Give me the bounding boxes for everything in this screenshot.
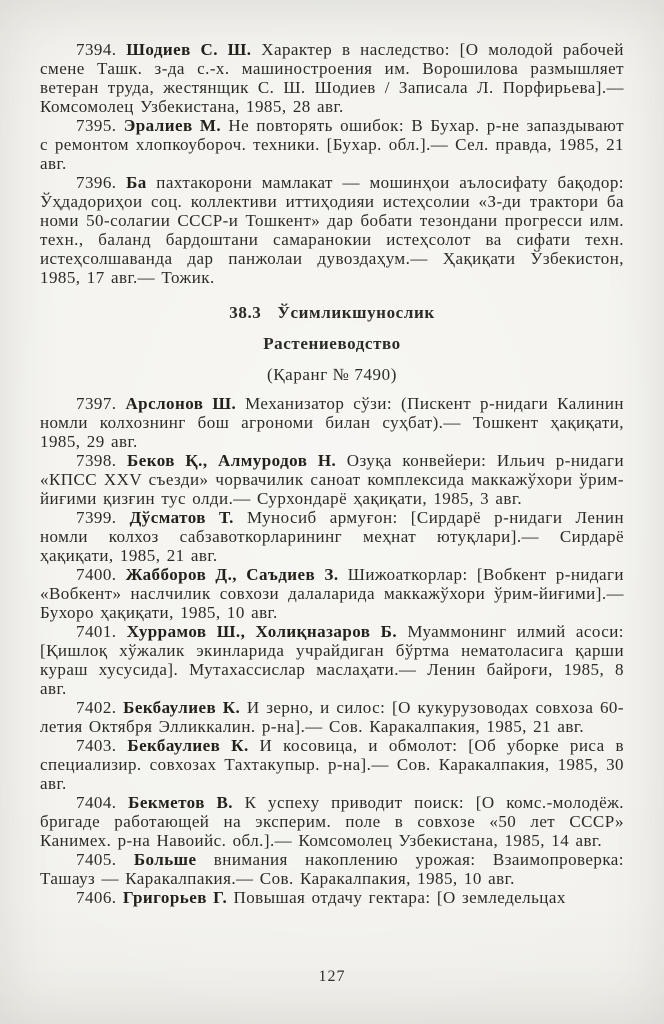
entry-authors: Бекметов В.: [128, 793, 233, 812]
bibliography-entry: [40, 173, 624, 287]
bibliography-entry: [40, 888, 624, 907]
entry-authors: Дўсматов Т.: [129, 508, 234, 527]
section-heading-main: [40, 303, 624, 322]
entry-number: 7398.: [76, 451, 117, 470]
entry-number: 7400.: [76, 565, 117, 584]
bibliography-entry: [40, 793, 624, 850]
entry-number: 7401.: [76, 622, 117, 641]
entry-authors: Шодиев С. Ш.: [126, 40, 252, 59]
bibliography-entry: [40, 698, 624, 736]
entry-number: 7406.: [76, 888, 117, 907]
section-subtitle: Растениеводство: [263, 334, 401, 353]
entry-text: Механизатор сўзи: (Пискент р-нидаги Калинин номли колхознинг бош агрономи билан суҳбат).— Тошкент ҳақиқати, 1985, 29 авг.: [40, 394, 624, 451]
entry-text: Не повторять ошибок: В Бухар. р-не запаздывают с ремонтом хлопкоубороч. техники. [Бухар. обл.].— Сел. правда, 1985, 21 авг.: [40, 116, 624, 173]
entry-authors: Беков Қ., Алмуродов Н.: [127, 451, 337, 470]
entry-text: Шижоаткорлар: [Вобкент р-нидаги «Вобкент» наслчилик совхози далаларида маккажўхори ўрим-йиғими].— Бухоро ҳақиқати, 1985, 10 авг.: [40, 565, 624, 622]
entry-text: Характер в наследство: [О молодой рабочей смене Ташк. з-да с.-х. машиностроения им. Ворошилова размышляет ветеран труда, жестянщик С. Ш. Шодиев / Записала Л. Порфирьева].— Комсомолец Узбекистана, 1985, 28 авг.: [40, 40, 624, 116]
section-heading: [40, 303, 624, 384]
bibliography-entry: [40, 451, 624, 508]
entry-authors: Эралиев М.: [123, 116, 222, 135]
entry-text: И зерно, и силос: [О кукурузоводах совхоза 60-летия Октября Элликкалин. р-на].— Сов. Каракалпакия, 1985, 21 авг.: [40, 698, 624, 736]
entry-number: 7397.: [76, 394, 117, 413]
page-number: 127: [318, 968, 346, 985]
entry-text: Повышая отдачу гектара: [О земледельцах: [233, 888, 566, 907]
entry-number: 7405.: [76, 850, 117, 869]
entry-authors: Григорьев Г.: [122, 888, 228, 907]
entry-number: 7402.: [76, 698, 117, 717]
entry-number: 7403.: [76, 736, 117, 755]
entry-authors: Жабборов Д., Саъдиев З.: [125, 565, 339, 584]
bibliography-entry: [40, 565, 624, 622]
bibliography-entry: [40, 736, 624, 793]
bibliography-entry: [40, 116, 624, 173]
section-title: Ўсимликшунослик: [277, 303, 435, 322]
section-reference: (Қаранг № 7490): [266, 365, 398, 384]
entry-authors: Больше: [133, 850, 197, 869]
entry-text: Озуқа конвейери: Ильич р-нидаги «КПСС XXV съезди» чорвачилик саноат комплексида маккажўхори ўрим-йиғими қизғин тус олди.— Сурхондарё ҳақиқати, 1985, 3 авг.: [40, 451, 624, 508]
entry-authors: Ба: [126, 173, 147, 192]
entry-text: пахтакорони мамлакат — мошинҳои аълосифату бақодор: Ўҳдадориҳои соц. коллективи иттиҳодияи истеҳсолии «З-ди трактори ба номи 50-солагии СССР-и Тошкент» дар бобати тезондани прогресси илм. техн., баланд бардоштани самаранокии истеҳсолот ва сифати техн. истеҳсолшаванда дар панжолаи дувоздаҳум.— Ҳақиқати Ўзбекистон, 1985, 17 авг.— Тожик.: [40, 173, 624, 287]
entry-text: Муносиб армуғон: [Сирдарё р-нидаги Ленин номли колхоз сабзавоткорларининг меҳнат ютуқлари].— Сирдарё ҳақиқати, 1985, 21 авг.: [40, 508, 624, 565]
entry-number: 7404.: [76, 793, 117, 812]
entry-number: 7395.: [76, 116, 117, 135]
entry-authors: Хуррамов Ш., Холиқназаров Б.: [126, 622, 398, 641]
section-code: 38.3: [229, 303, 262, 322]
entry-authors: Бекбаулиев К.: [123, 698, 241, 717]
entry-text: К успеху приводит поиск: [О комс.-молодёж. бригаде работающей на эксперим. поле в совхозе «50 лет СССР» Канимех. р-на Навоийс. обл.].— Комсомолец Узбекистана, 1985, 14 авг.: [40, 793, 624, 850]
bibliography-entry: [40, 622, 624, 698]
entry-text: Муаммонинг илмий асоси: [Қишлоқ хўжалик экинларида учрайдиган бўртма нематоласига қарши кураш хусусида]. Мутахассислар маслаҳати.— Ленин байроғи, 1985, 8 авг.: [40, 622, 624, 698]
entry-number: 7399.: [76, 508, 117, 527]
entry-text: И косовица, и обмолот: [Об уборке риса в специализир. совхозах Тахтакупыр. р-на].— Сов. Каракалпакия, 1985, 30 авг.: [40, 736, 624, 793]
bibliography-entry: [40, 508, 624, 565]
entry-authors: Бекбаулиев К.: [127, 736, 249, 755]
entry-number: 7394.: [76, 40, 117, 59]
entry-authors: Арслонов Ш.: [125, 394, 237, 413]
bibliography-entry: [40, 850, 624, 888]
entry-number: 7396.: [76, 173, 117, 192]
entry-text: внимания накоплению урожая: Взаимопроверка: Ташауз — Каракалпакия.— Сов. Каракалпакия, 1985, 10 авг.: [40, 850, 624, 888]
bibliography-entry: [40, 40, 624, 116]
bibliography-entry: [40, 394, 624, 451]
